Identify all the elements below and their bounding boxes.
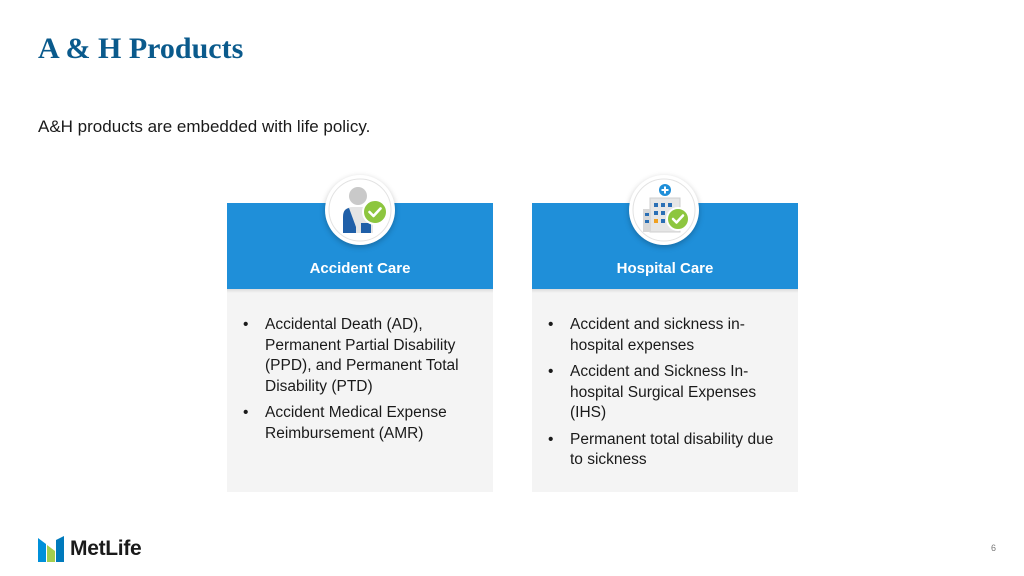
list-item: • Permanent total disability due to sickness [570, 430, 782, 471]
hospital-check-icon [629, 175, 699, 245]
logo-text: MetLife [70, 537, 142, 560]
metlife-logo [38, 536, 141, 562]
metlife-mark-icon [38, 536, 64, 562]
list-item: • Accident and sickness in-hospital expenses [570, 315, 782, 356]
hospital-care-list [532, 293, 798, 471]
person-check-icon [325, 175, 395, 245]
hospital-care-card [532, 203, 798, 492]
page-number: 6 [990, 543, 996, 553]
accident-care-list [227, 293, 493, 444]
accident-care-card [227, 203, 493, 492]
list-item: • Accident Medical Expense Reimbursement (AMR) [265, 403, 477, 444]
hospital-care-heading: Hospital Care [616, 260, 714, 277]
slide-subtitle: A&H products are embedded with life policy. [38, 117, 371, 136]
slide-title: A & H Products [38, 32, 244, 65]
list-item: • Accidental Death (AD), Permanent Partial Disability (PPD), and Permanent Total Disability (PTD) [265, 315, 477, 397]
accident-care-heading: Accident Care [309, 260, 411, 277]
list-item: • Accident and Sickness In-hospital Surgical Expenses (IHS) [570, 362, 782, 424]
